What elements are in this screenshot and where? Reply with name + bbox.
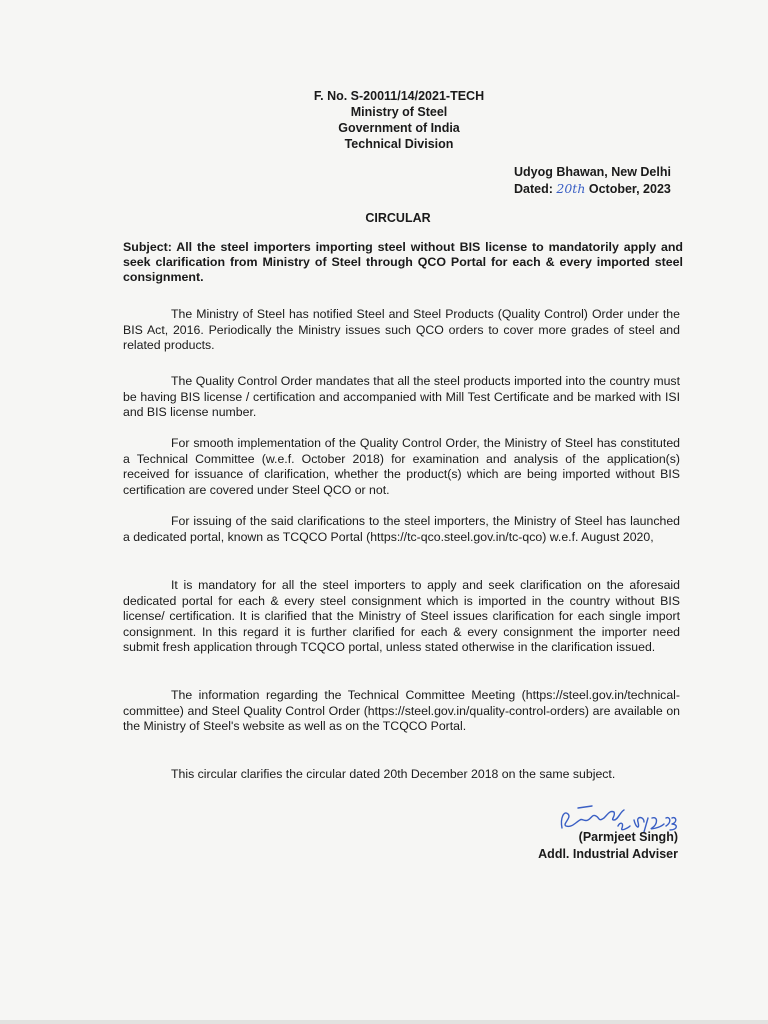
dated-label: Dated: bbox=[514, 181, 553, 196]
government-name: Government of India bbox=[338, 121, 460, 135]
letterhead bbox=[0, 88, 768, 152]
dated-rest: October, 2023 bbox=[588, 181, 671, 196]
paragraph-7: This circular clarifies the circular dated 20th December 2018 on the same subject. bbox=[171, 767, 616, 781]
subject-line: Subject: All the steel importers importing steel without BIS license to mandatorily apply and seek clarification from Ministry of Steel through QCO Portal for each & every imported steel consignment. bbox=[123, 240, 683, 284]
ministry-name: Ministry of Steel bbox=[350, 105, 448, 119]
paragraph-5: It is mandatory for all the steel importers to apply and seek clarification on the aforesaid dedicated portal for each & every steel consignment which is imported in the country without BIS license/ certification. It is clarified that the Ministry of Steel issues clarification for each single import consignment. In this regard it is further clarified for each & every consignment the importer need submit fresh application through TCQCO portal, unless stated otherwise in the clarification issued. bbox=[123, 578, 680, 654]
page-bottom-edge bbox=[0, 1020, 768, 1024]
paragraph-1: The Ministry of Steel has notified Steel and Steel Products (Quality Control) Order under the BIS Act, 2016. Periodically the Ministry issues such QCO orders to cover more grades of steel and related products. bbox=[123, 307, 680, 352]
dated-day-handwritten: 20th bbox=[556, 180, 586, 196]
paragraph-6: The information regarding the Technical Committee Meeting (https://steel.gov.in/technical-committee) and Steel Quality Control Order (https://steel.gov.in/quality-control-orders) are available on the Ministry of Steel's website as well as on the TCQCO Portal. bbox=[123, 688, 680, 733]
division-name: Technical Division bbox=[344, 137, 454, 151]
date-line bbox=[514, 181, 671, 198]
location: Udyog Bhawan, New Delhi bbox=[514, 165, 671, 179]
paragraph-4: For issuing of the said clarifications to the steel importers, the Ministry of Steel has launched a dedicated portal, known as TCQCO Portal (https://tc-qco.steel.gov.in/tc-qco) w.e.f. August 2020, bbox=[123, 514, 680, 544]
place-and-date bbox=[514, 164, 671, 197]
signatory-designation: Addl. Industrial Adviser bbox=[538, 847, 678, 861]
file-number: F. No. S-20011/14/2021-TECH bbox=[313, 89, 485, 103]
document-title: CIRCULAR bbox=[365, 211, 431, 225]
signatory-name: (Parmjeet Singh) bbox=[578, 830, 678, 844]
paragraph-3: For smooth implementation of the Quality Control Order, the Ministry of Steel has constituted a Technical Committee (w.e.f. October 2018) for examination and analysis of the application(s) received for issuance of clarification, whether the product(s) which are being imported without BIS certification are covered under Steel QCO or not. bbox=[123, 436, 680, 497]
signatory bbox=[538, 829, 678, 863]
paragraph-2: The Quality Control Order mandates that all the steel products imported into the country must be having BIS license / certification and accompanied with Mill Test Certificate and be marked with ISI and BIS license number. bbox=[123, 374, 680, 419]
